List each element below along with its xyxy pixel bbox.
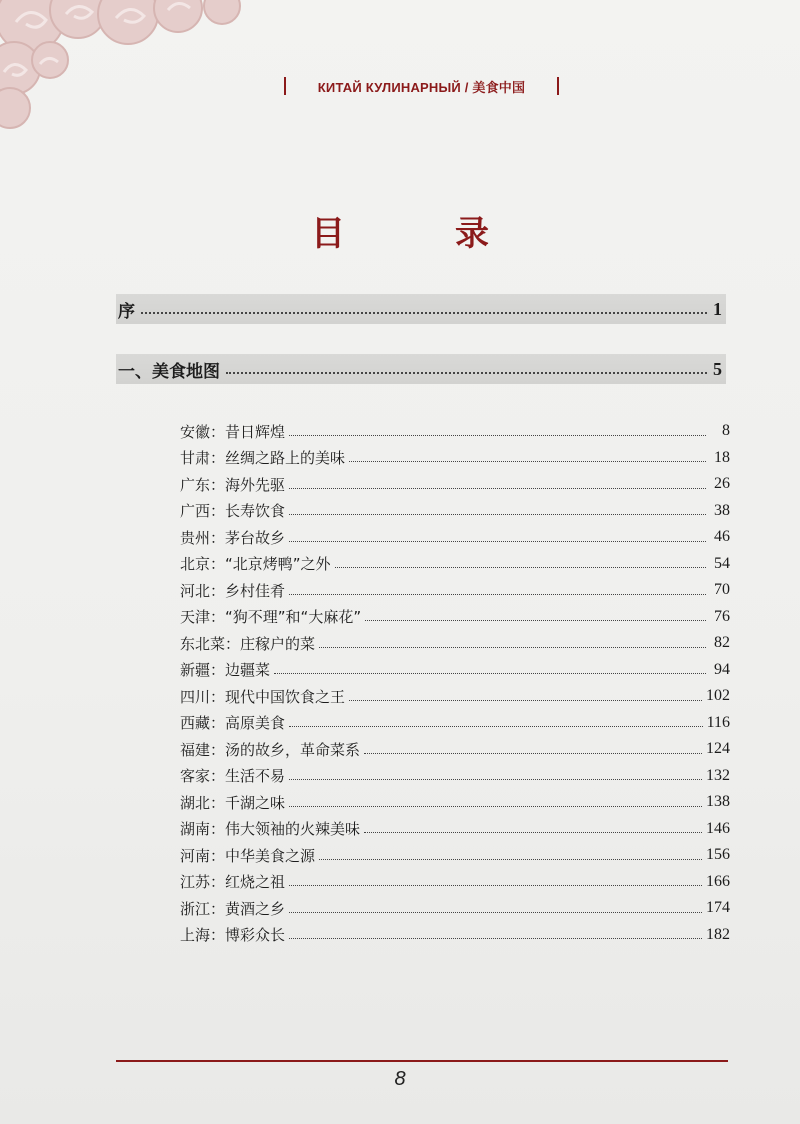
entry-page: 116: [706, 713, 730, 731]
entry-page: 38: [714, 501, 730, 519]
dot-leader: [349, 700, 702, 701]
entry-page: 8: [722, 422, 730, 440]
entry-page: 132: [706, 766, 730, 784]
toc-entry: [180, 816, 730, 843]
entry-label: 河北：乡村佳肴: [180, 581, 286, 600]
entry-label: 客家：生活不易: [180, 767, 286, 786]
entry-page: 46: [714, 528, 730, 546]
header-right-bar: [557, 77, 559, 95]
dot-leader: [319, 859, 702, 860]
entry-label: 河南：中华美食之源: [180, 846, 316, 865]
dot-leader: [289, 912, 702, 913]
toc-entry: [180, 418, 730, 445]
dot-leader: [364, 832, 702, 833]
dot-leader: [274, 673, 706, 674]
header-title: КИТАЙ КУЛИНАРНЫЙ / 美食中国: [317, 79, 526, 95]
entry-label: 东北菜：庄稼户的菜: [180, 634, 316, 653]
section-label: 序: [118, 301, 135, 322]
entry-page: 156: [706, 846, 730, 864]
entry-label: 广西：长寿饮食: [180, 502, 286, 521]
toc-entry: [180, 498, 730, 525]
section-preface: [116, 294, 726, 324]
dot-leader: [289, 594, 706, 595]
section-label: 一、美食地图: [118, 361, 220, 382]
header-left-bar: [284, 77, 286, 95]
toc-entry: [180, 922, 730, 949]
dot-leader: [289, 726, 703, 727]
dot-leader: [349, 461, 706, 462]
toc-entry: [180, 842, 730, 869]
toc-entry: [180, 604, 730, 631]
toc-entry: [180, 710, 730, 737]
toc-entries: [180, 418, 730, 948]
toc-entry: [180, 551, 730, 578]
toc-title: 目 录: [311, 214, 527, 254]
entry-page: 76: [714, 607, 730, 625]
entry-page: 174: [706, 899, 730, 917]
entry-page: 182: [706, 925, 730, 943]
entry-page: 138: [706, 793, 730, 811]
toc-entry: [180, 630, 730, 657]
entry-label: 天津：“狗不理”和“大麻花”: [180, 608, 362, 627]
entry-label: 安徽：昔日辉煌: [180, 422, 286, 441]
entry-label: 广东：海外先驱: [180, 475, 286, 494]
entry-page: 18: [714, 448, 730, 466]
entry-label: 湖南：伟大领袖的火辣美味: [180, 820, 361, 839]
toc-entry: [180, 577, 730, 604]
entry-page: 54: [714, 554, 730, 572]
toc-entry: [180, 763, 730, 790]
cloud-ornament: [0, 0, 260, 130]
entry-page: 124: [706, 740, 730, 758]
entry-page: 94: [714, 660, 730, 678]
toc-entry: [180, 683, 730, 710]
dot-leader: [289, 435, 706, 436]
entry-page: 146: [706, 819, 730, 837]
entry-page: 82: [714, 634, 730, 652]
entry-page: 102: [706, 687, 730, 705]
toc-entry: [180, 657, 730, 684]
entry-label: 上海：博彩众长: [180, 926, 286, 945]
dot-leader: [365, 620, 706, 621]
toc-entry: [180, 869, 730, 896]
entry-page: 166: [706, 872, 730, 890]
dot-leader: [226, 372, 707, 374]
entry-page: 26: [714, 475, 730, 493]
section-page: 5: [713, 358, 722, 379]
section-page: 1: [713, 298, 722, 319]
dot-leader: [335, 567, 706, 568]
dot-leader: [289, 541, 706, 542]
dot-leader: [319, 647, 706, 648]
entry-label: 湖北：千湖之味: [180, 793, 286, 812]
dot-leader: [289, 779, 702, 780]
entry-label: 四川：现代中国饮食之王: [180, 687, 346, 706]
toc-entry: [180, 524, 730, 551]
dot-leader: [289, 488, 706, 489]
entry-label: 福建：汤的故乡，革命菜系: [180, 740, 361, 759]
entry-page: 70: [714, 581, 730, 599]
toc-entry: [180, 789, 730, 816]
running-header: [284, 76, 559, 96]
dot-leader: [289, 514, 706, 515]
entry-label: 浙江：黄酒之乡: [180, 899, 286, 918]
toc-entry: [180, 471, 730, 498]
entry-label: 江苏：红烧之祖: [180, 873, 286, 892]
entry-label: 西藏：高原美食: [180, 714, 286, 733]
dot-leader: [289, 938, 702, 939]
entry-label: 贵州：茅台故乡: [180, 528, 286, 547]
section-food-map: [116, 354, 726, 384]
toc-entry: [180, 445, 730, 472]
toc-entry: [180, 736, 730, 763]
toc-entry: [180, 895, 730, 922]
dot-leader: [364, 753, 702, 754]
entry-label: 甘肃：丝绸之路上的美味: [180, 449, 346, 468]
footer-rule: [116, 1060, 728, 1062]
dot-leader: [289, 885, 702, 886]
entry-label: 北京：“北京烤鸭”之外: [180, 555, 331, 574]
page-number: 8: [394, 1068, 406, 1090]
dot-leader: [141, 312, 707, 314]
entry-label: 新疆：边疆菜: [180, 661, 271, 680]
dot-leader: [289, 806, 702, 807]
